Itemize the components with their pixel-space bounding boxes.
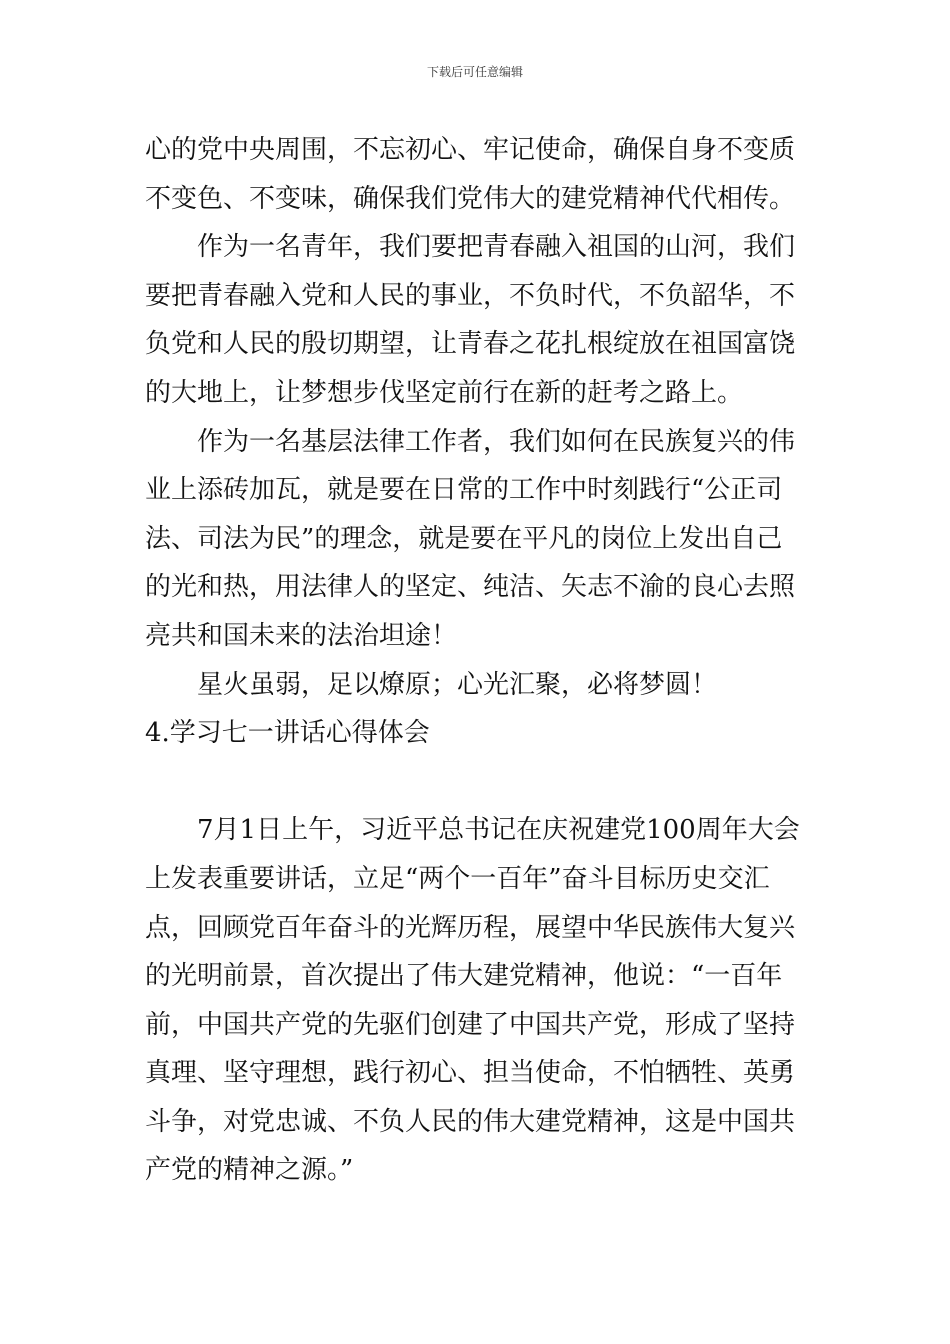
text-line: 斗争，对党忠诚、不负人民的伟大建党精神，这是中国共: [145, 1106, 796, 1137]
paragraph-1: [145, 126, 807, 223]
text-line: 亮共和国未来的法治坦途！: [145, 620, 458, 651]
text-line: 星火虽弱，足以燎原；心光汇聚，必将梦圆！: [197, 669, 718, 700]
text-line: 上发表重要讲话，立足“两个一百年”奋斗目标历史交汇: [145, 863, 770, 894]
text-line: 的光和热，用法律人的坚定、纯洁、矢志不渝的良心去照: [145, 572, 796, 603]
page-header-note: 下载后可任意编辑: [426, 65, 523, 79]
text-line: 心的党中央周围，不忘初心、牢记使命，确保自身不变质: [145, 135, 796, 165]
paragraph-4: [145, 661, 807, 710]
text-line: 负党和人民的殷切期望，让青春之花扎根绽放在祖国富饶: [145, 329, 796, 360]
text-line: 产党的精神之源。”: [145, 1155, 354, 1186]
text-line: 作为一名青年，我们要把青春融入祖国的山河，我们: [197, 232, 796, 263]
text-line: 法、司法为民”的理念，就是要在平凡的岗位上发出自己: [145, 523, 783, 554]
text-line: 点，回顾党百年奋斗的光辉历程，展望中华民族伟大复兴: [145, 912, 796, 943]
paragraph-5: [145, 806, 807, 1195]
paragraph-2: [145, 223, 807, 417]
text-line: 的大地上，让梦想步伐坚定前行在新的赶考之路上。: [145, 377, 744, 408]
text-line: 作为一名基层法律工作者，我们如何在民族复兴的伟: [197, 426, 796, 457]
text-line: 的光明前景，首次提出了伟大建党精神，他说：“一百年: [145, 961, 783, 992]
document-body: [145, 126, 807, 1195]
section-heading: 4.学习七一讲话心得体会: [145, 718, 430, 749]
text-line: 要把青春融入党和人民的事业，不负时代，不负韶华，不: [145, 280, 796, 311]
text-line: 7月1日上午，习近平总书记在庆祝建党100周年大会: [197, 815, 800, 846]
blank-line: [145, 758, 807, 807]
text-line: 真理、坚守理想，践行初心、担当使命，不怕牺牲、英勇: [145, 1058, 796, 1089]
text-line: 业上添砖加瓦，就是要在日常的工作中时刻践行“公正司: [145, 475, 783, 506]
text-line: 不变色、不变味，确保我们党伟大的建党精神代代相传。: [145, 183, 796, 214]
paragraph-3: [145, 418, 807, 661]
text-line: 前，中国共产党的先驱们创建了中国共产党，形成了坚持: [145, 1009, 796, 1040]
